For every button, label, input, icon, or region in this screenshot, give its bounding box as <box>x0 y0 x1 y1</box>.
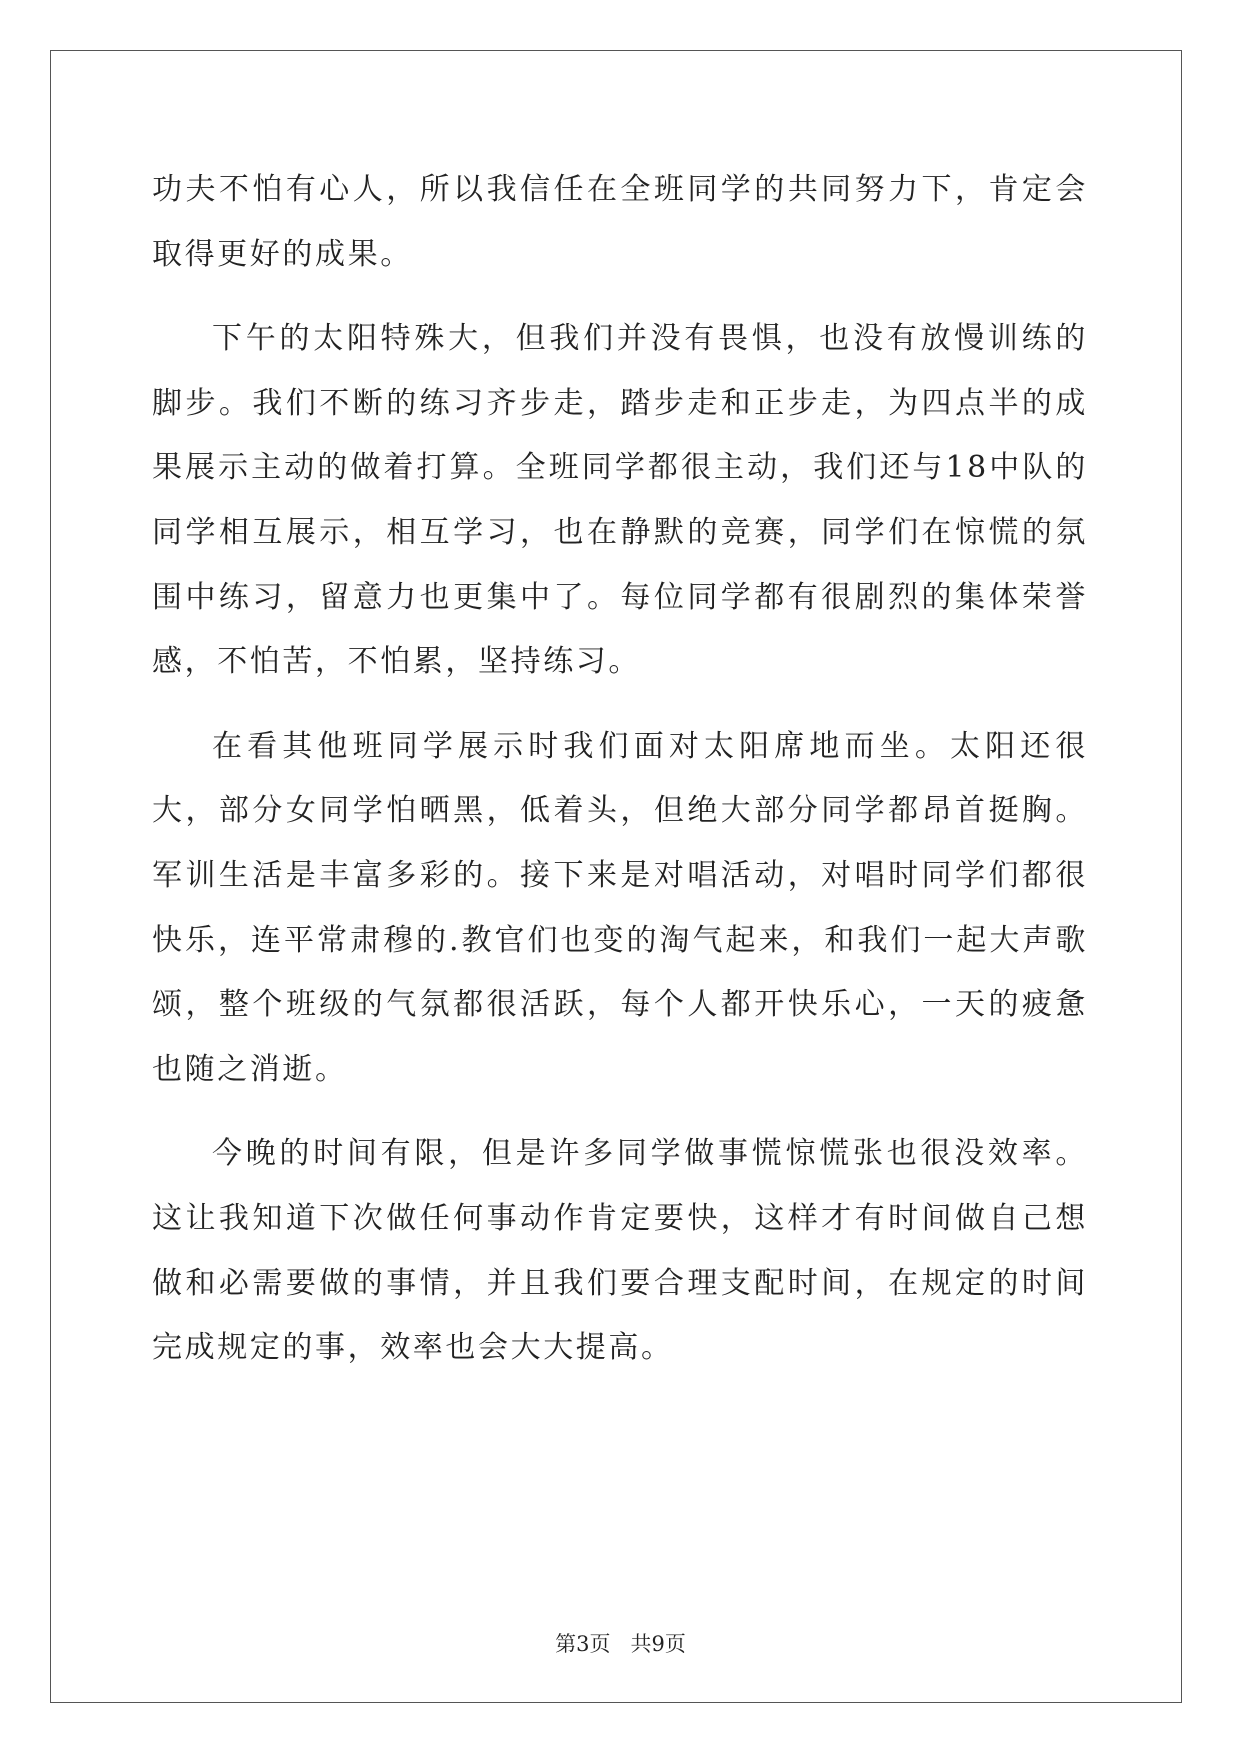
paragraph-continued: 功夫不怕有心人，所以我信任在全班同学的共同努力下，肯定会取得更好的成果。 <box>152 172 1088 272</box>
document-body <box>152 158 1088 1401</box>
page-number: 第3页 <box>555 1632 611 1656</box>
paragraph: 今晚的时间有限，但是许多同学做事慌惊慌张也很没效率。这让我知道下次做任何事动作肯定要快，这样才有时间做自己想做和必需要做的事情，并且我们要合理支配时间，在规定的时间完成规定的事，效率也会大大提高。 <box>152 1136 1088 1366</box>
paragraph: 下午的太阳特殊大，但我们并没有畏惧，也没有放慢训练的脚步。我们不断的练习齐步走，踏步走和正步走，为四点半的成果展示主动的做着打算。全班同学都很主动，我们还与18中队的同学相互展示，相互学习，也在静默的竞赛，同学们在惊慌的氛围中练习，留意力也更集中了。每位同学都有很剧烈的集体荣誉感，不怕苦，不怕累，坚持练习。 <box>152 321 1088 680</box>
footer-spacer <box>610 1632 630 1656</box>
page-footer <box>0 1632 1241 1656</box>
total-pages: 共9页 <box>630 1632 686 1656</box>
paragraph: 在看其他班同学展示时我们面对太阳席地而坐。太阳还很大，部分女同学怕晒黑，低着头，但绝大部分同学都昂首挺胸。军训生活是丰富多彩的。接下来是对唱活动，对唱时同学们都很快乐，连平常肃穆的.教官们也变的淘气起来，和我们一起大声歌颂，整个班级的气氛都很活跃，每个人都开快乐心，一天的疲惫也随之消逝。 <box>152 728 1088 1087</box>
